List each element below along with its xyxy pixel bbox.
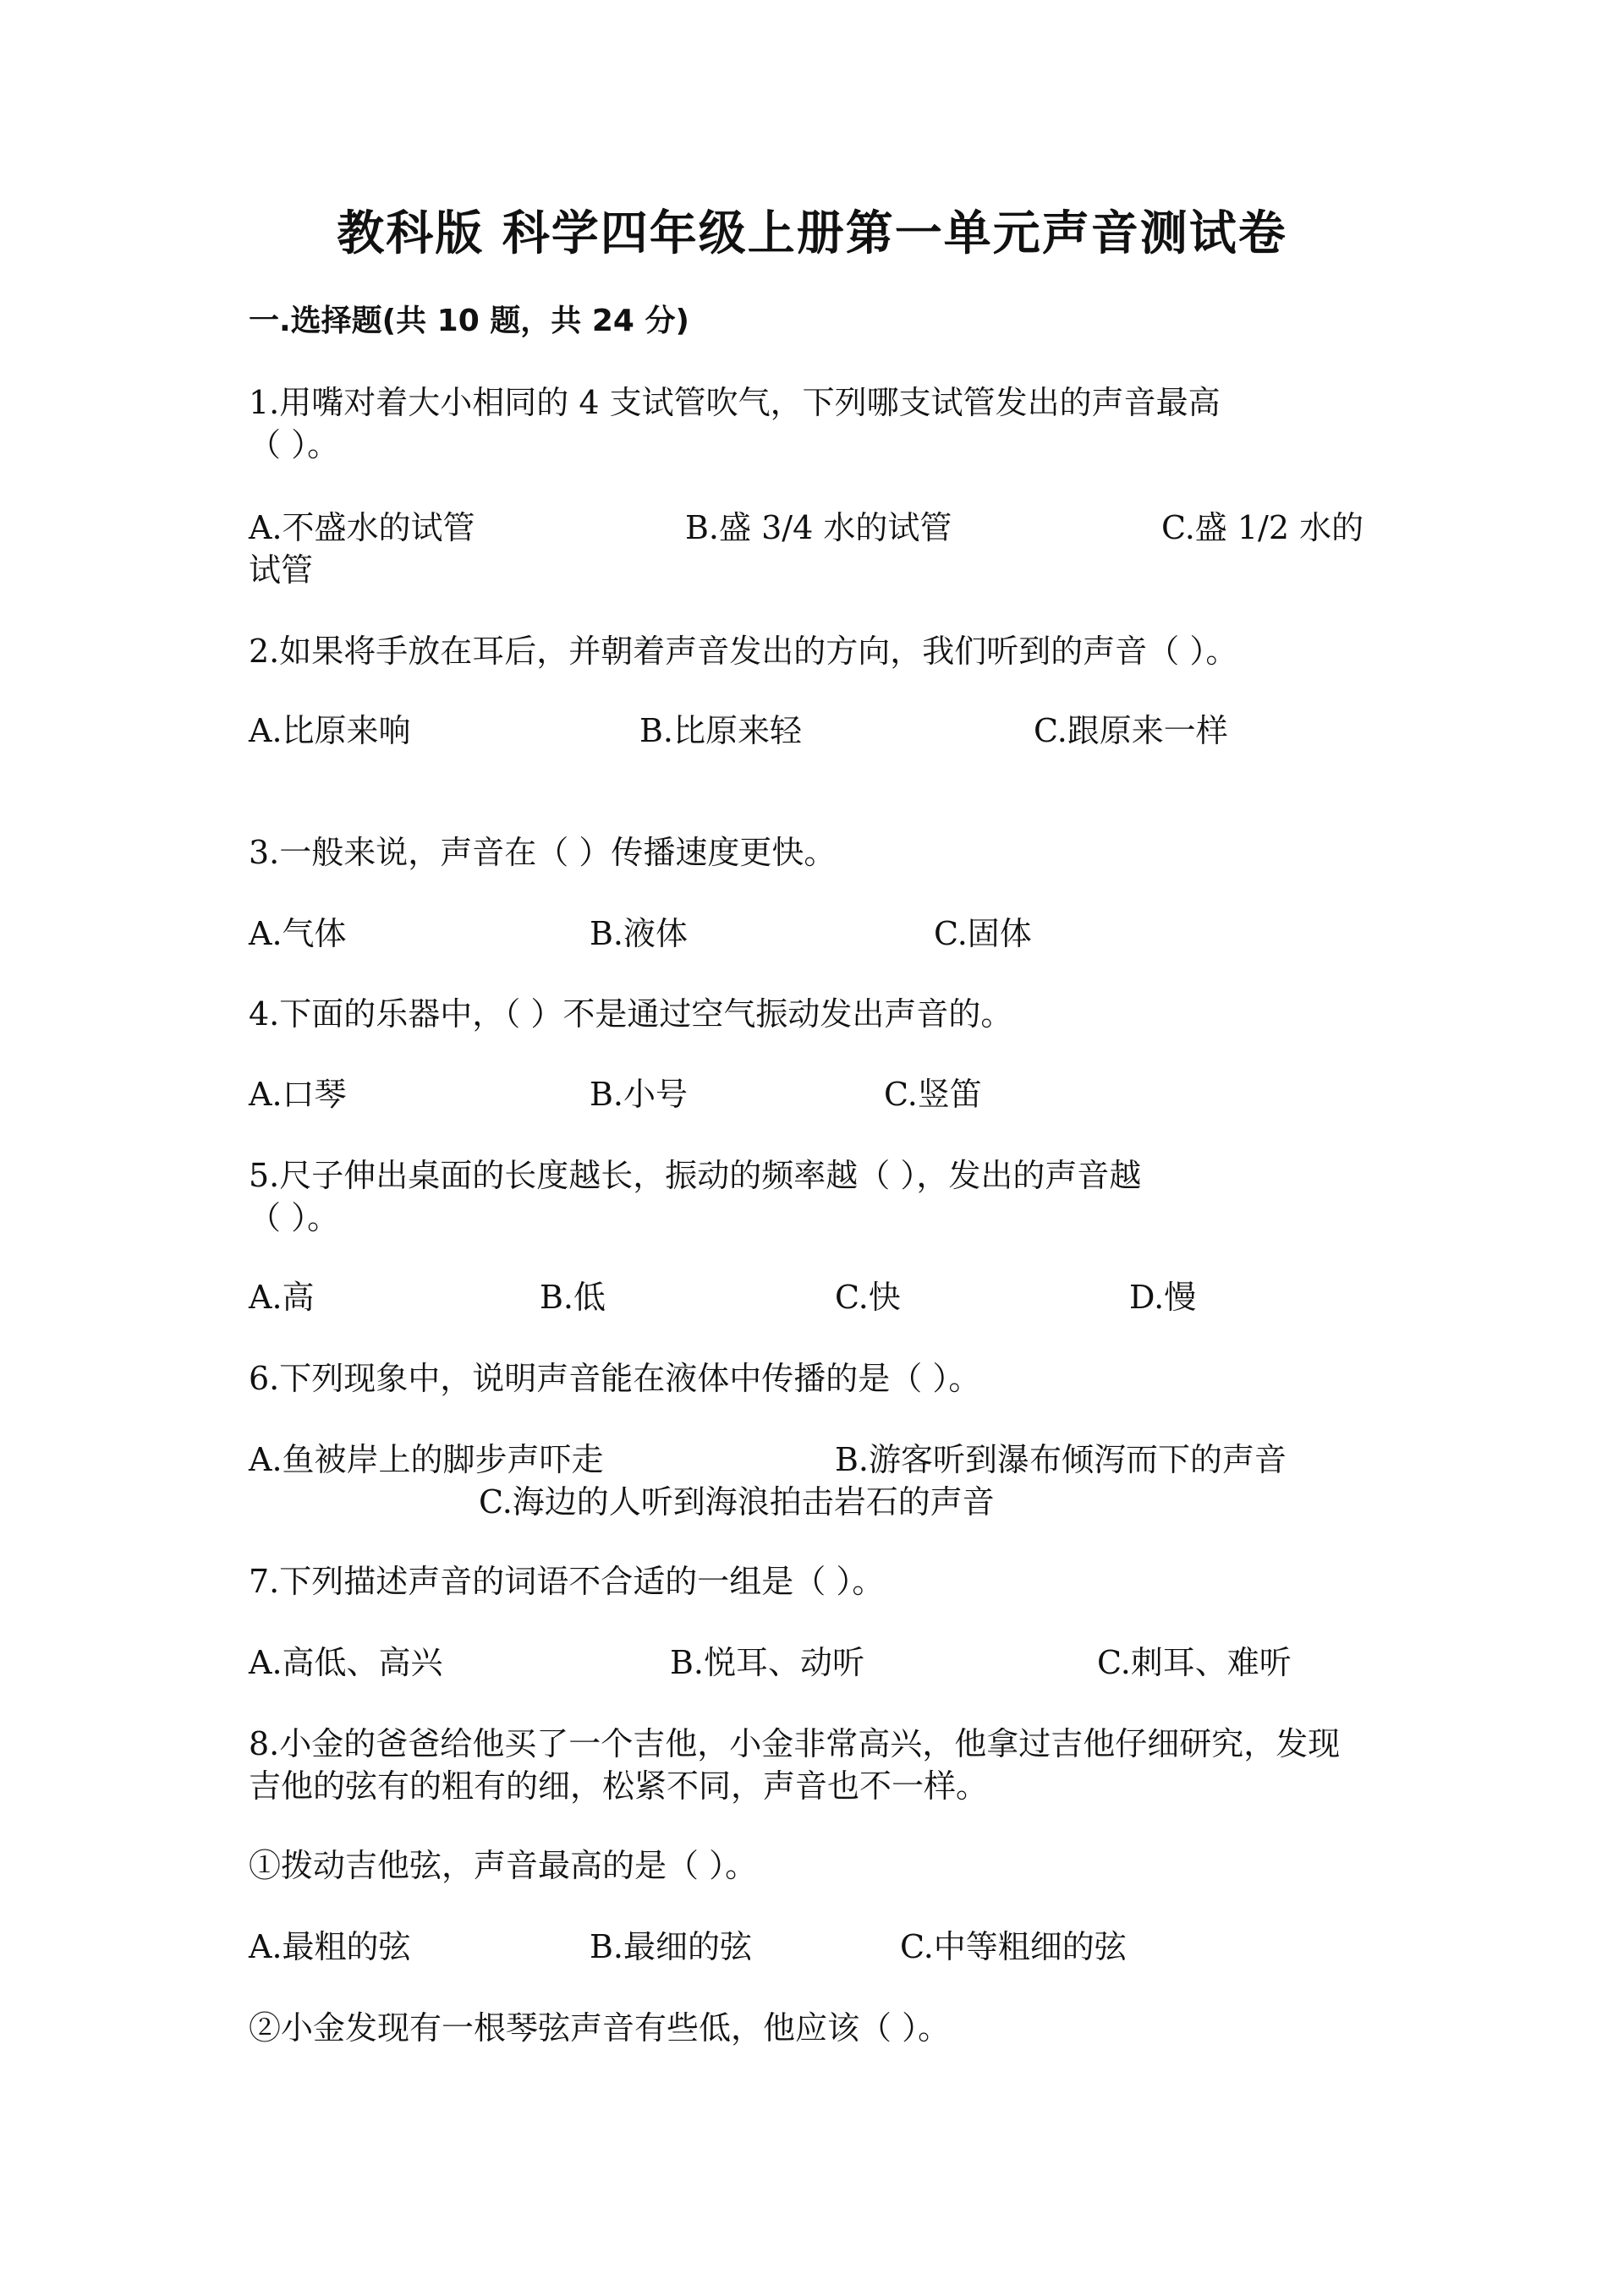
question-4-option-a: A.口琴 (249, 1076, 347, 1113)
question-1-text-cont: （ ）。 (249, 426, 340, 463)
page-title: 教科版 科学四年级上册第一单元声音测试卷 (337, 206, 1287, 261)
question-5-option-b: B.低 (540, 1279, 606, 1316)
question-7-option-c: C.刺耳、难听 (1097, 1644, 1292, 1681)
question-6-option-a: A.鱼被岸上的脚步声吓走 (249, 1441, 604, 1478)
question-5-text-cont: （ ）。 (249, 1199, 340, 1236)
question-6-text: 6.下列现象中，说明声音能在液体中传播的是（ ）。 (249, 1360, 981, 1397)
question-8-sub-1: ①拨动吉他弦，声音最高的是（ ）。 (249, 1847, 758, 1884)
question-4-text: 4.下面的乐器中，（ ）不是通过空气振动发出声音的。 (249, 995, 1013, 1033)
question-2-option-a: A.比原来响 (249, 712, 411, 749)
section-heading: 一.选择题(共 10 题，共 24 分) (249, 304, 689, 338)
question-8-text: 8.小金的爸爸给他买了一个吉他，小金非常高兴，他拿过吉他仔细研究，发现 (249, 1725, 1341, 1762)
question-8-option-a: A.最粗的弦 (249, 1928, 411, 1965)
question-6-option-c: C.海边的人听到海浪拍击岩石的声音 (479, 1483, 995, 1521)
question-5-text: 5.尺子伸出桌面的长度越长，振动的频率越（ ），发出的声音越 (249, 1157, 1142, 1194)
question-3-option-c: C.固体 (934, 915, 1032, 952)
question-8-option-b: B.最细的弦 (590, 1928, 753, 1965)
question-5-option-c: C.快 (835, 1279, 901, 1316)
question-2-text: 2.如果将手放在耳后，并朝着声音发出的方向，我们听到的声音（ ）。 (249, 633, 1238, 670)
question-3-option-b: B.液体 (590, 915, 689, 952)
question-8-sub-2: ②小金发现有一根琴弦声音有些低，他应该（ ）。 (249, 2009, 951, 2047)
question-7-text: 7.下列描述声音的词语不合适的一组是（ ）。 (249, 1563, 885, 1600)
question-8-option-c: C.中等粗细的弦 (900, 1928, 1127, 1965)
question-5-option-d: D.慢 (1129, 1279, 1197, 1316)
question-7-option-b: B.悦耳、动听 (670, 1644, 865, 1681)
question-1-option-c: C.盛 1/2 水的 (1161, 509, 1364, 546)
question-5-option-a: A.高 (249, 1279, 315, 1316)
question-4-option-c: C.竖笛 (884, 1076, 982, 1113)
question-1-option-c-cont: 试管 (249, 551, 314, 589)
question-8-text-cont: 吉他的弦有的粗有的细，松紧不同，声音也不一样。 (249, 1767, 989, 1805)
question-1-option-b: B.盛 3/4 水的试管 (685, 509, 952, 546)
question-2-option-c: C.跟原来一样 (1034, 712, 1228, 749)
question-3-option-a: A.气体 (249, 915, 347, 952)
question-3-text: 3.一般来说，声音在（ ）传播速度更快。 (249, 834, 837, 871)
question-1-text: 1.用嘴对着大小相同的 4 支试管吹气，下列哪支试管发出的声音最高 (249, 384, 1221, 421)
question-7-option-a: A.高低、高兴 (249, 1644, 443, 1681)
question-2-option-b: B.比原来轻 (639, 712, 803, 749)
question-1-option-a: A.不盛水的试管 (249, 509, 475, 546)
question-4-option-b: B.小号 (590, 1076, 689, 1113)
question-6-option-b: B.游客听到瀑布倾泻而下的声音 (835, 1441, 1287, 1478)
